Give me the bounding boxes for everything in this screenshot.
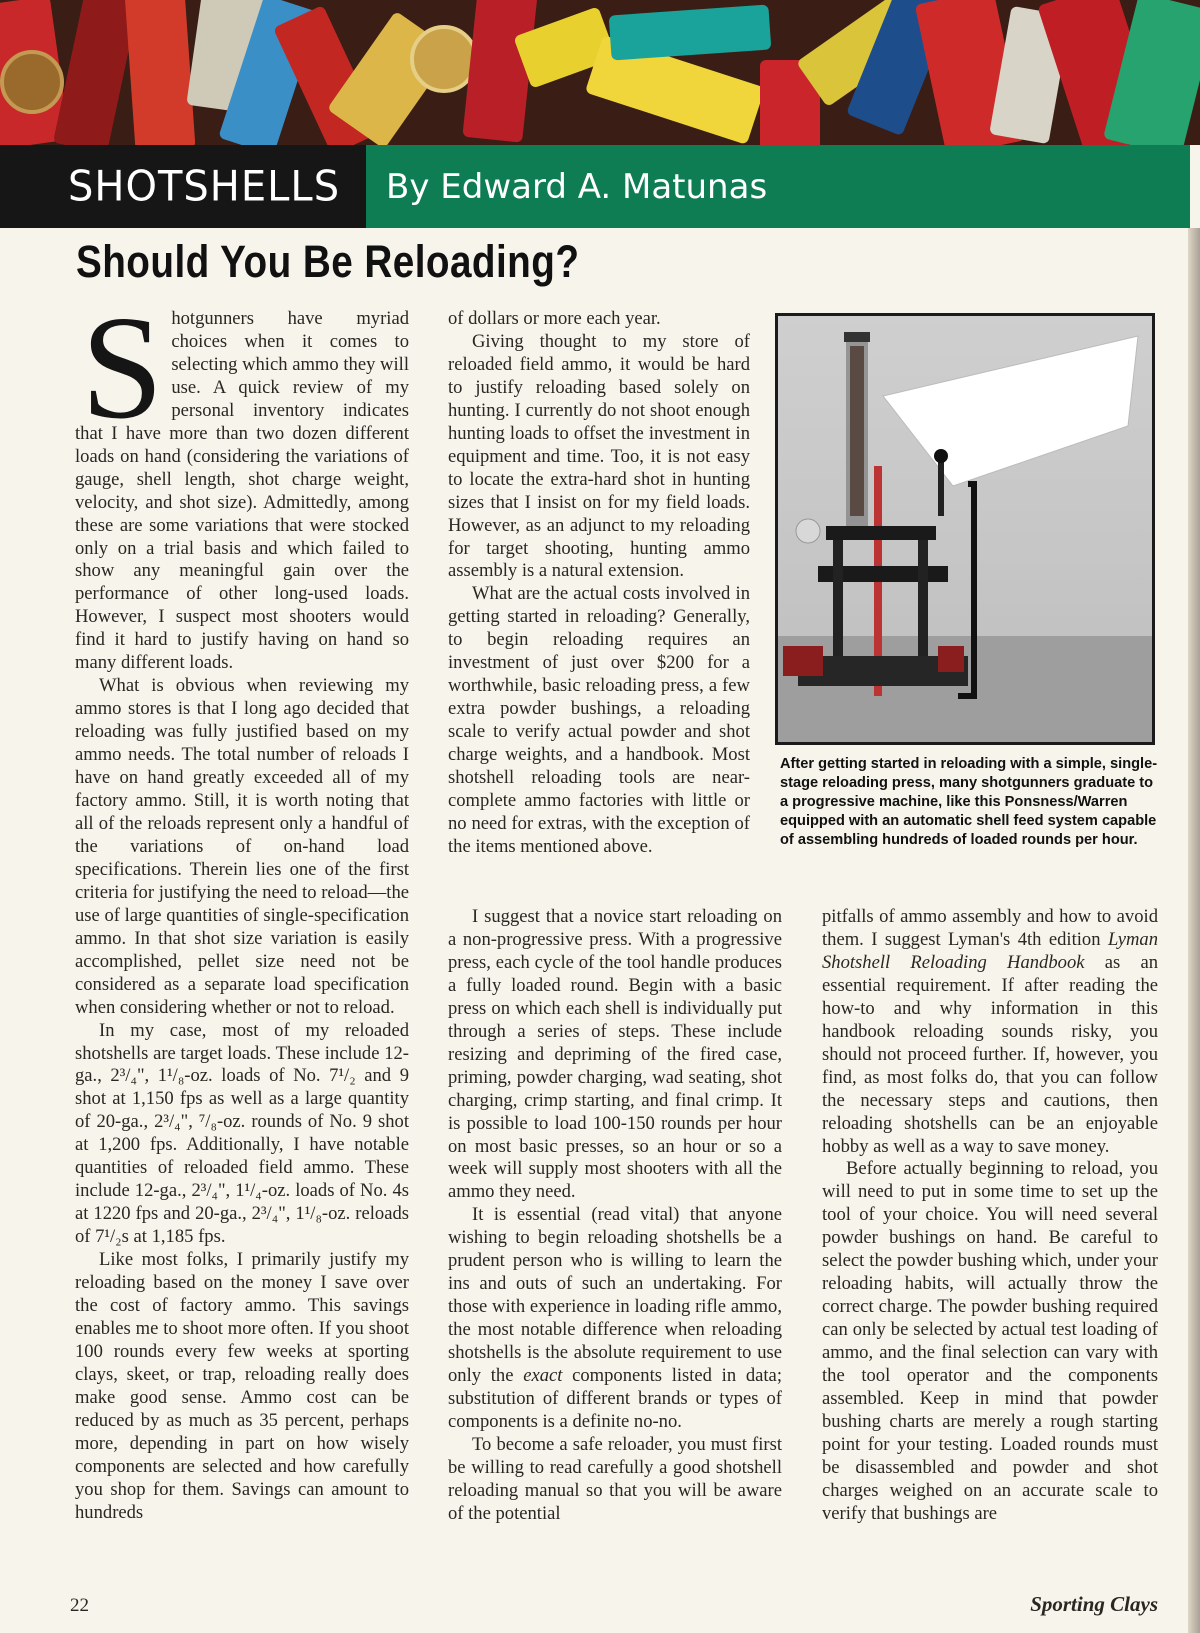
paragraph: What are the actual costs involved in getting started in reloading? Generally, to begin reloading requires an investment of just over $200 for a worthwhile, basic reloading press, a few extra powder bushings, a reloading scale to verify actual powder and shot charge weights, and a handbook. Most shotshell reloading tools are near-complete ammo factories with little or no need for extras, with the exception of the items mentioned above. <box>448 583 750 857</box>
column-1 <box>75 286 409 1525</box>
paragraph: I suggest that a novice start reloading on a non-progressive press. With a progressive press, each cycle of the tool handle produces a fully loaded round. Begin with a basic press on which each shell is individually put through a series of steps. These include resizing and depriming of the fired case, priming, powder charging, wad seating, shot charging, crimp starting, and final crimp. It is possible to load 100-150 rounds per hour on most basic presses, so an hour or so a week will supply most shooters with all the ammo they need. <box>448 906 782 1203</box>
column-2-top <box>448 308 750 859</box>
article-headline: Should You Be Reloading? <box>76 236 580 287</box>
page-number: 22 <box>70 1595 89 1616</box>
paragraph <box>448 1204 782 1434</box>
paragraph: In my case, most of my reloaded shotshells are target loads. These include 12-ga., 2³/₄", 1¹/₈-oz. loads of No. 7¹/₂ and 9 shot at 1,150 fps as well as a large quantity of 20-ga., 2³/₄", ⁷/₈-oz. rounds of No. 9 shot at 1,200 fps. Additionally, I have notable quantities of reloaded field ammo. These include 12-ga., 2³/₄", 1¹/₄-oz. loads of No. 4s at 1220 fps and 20-ga., 2³/₄", 1¹/₈-oz. reloads of 7¹/₂s at 1,185 fps. <box>75 1019 409 1248</box>
paragraph-text: It is essential (read vital) that anyone wishing to begin reloading shotshells be a prudent person who is willing to learn the ins and outs of such an undertaking. For those with experience in loading rifle ammo, the most notable difference when reloading shotshells is the absolute requirement to use only the <box>448 1204 782 1387</box>
paragraph <box>822 906 1158 1158</box>
column-2-bottom <box>448 906 782 1526</box>
photo-caption: After getting started in reloading with a simple, single-stage reloading press, many shotgunners graduate to a progressive machine, like this Ponsness/Warren equipped with an automatic shell feed system capable of assembling hundreds of loaded rounds per hour. <box>780 756 1158 848</box>
emphasis-text: exact <box>523 1365 563 1387</box>
section-header-bar <box>0 145 1190 228</box>
section-name: SHOTSHELLS <box>68 162 341 211</box>
paragraph <box>75 286 409 675</box>
paragraph-text: hotgunners have myriad choices when it comes to selecting which ammo they will use. A quick review of my personal inventory indicates that I have more than two dozen different loads on hand (considering the variations of gauge, shell length, shot charge weight, velocity, and shot size). Admittedly, among these are some variations that were stocked only on a trial basis and which failed to show any meaningful gain over the performance of other long-used loads. However, I suspect most shooters would find it hard to justify having on hand so many different loads. <box>75 308 409 674</box>
book-title: Lyman Shotshell Reloading Handbook <box>822 928 1158 973</box>
byline: By Edward A. Matunas <box>386 166 768 207</box>
drop-cap: S <box>81 286 164 450</box>
magazine-name: Sporting Clays <box>1030 1592 1158 1616</box>
section-label-box <box>0 145 366 228</box>
paragraph: To become a safe reloader, you must first be willing to read carefully a good shotshell reloading manual so that you will be aware of the potential <box>448 1433 782 1524</box>
reloading-press-photo <box>775 313 1155 745</box>
paragraph-text: pitfalls of ammo assembly and how to avoid them. I suggest Lyman's 4th edition <box>822 906 1158 950</box>
paragraph: of dollars or more each year. <box>448 308 661 329</box>
paragraph: Before actually beginning to reload, you will need to put in some time to set up the tool of your choice. You will need several powder bushings on hand. Be careful to select the powder bushing which, under your reloading habits, will actually throw the correct charge. The powder bushing required can only be selected by actual test loading of ammo, and the final selection can vary with the tool operator and the components assembled. Keep in mind that powder bushing charts are merely a rough starting point for your testing. Loaded rounds must be disassembled and powder and shot charges weighed on an accurate scale to verify that bushings are <box>822 1158 1158 1524</box>
paragraph: Giving thought to my store of reloaded field ammo, it would be hard to justify reloading based solely on hunting. I currently do not shoot enough hunting loads to offset the investment in equipment and time. Too, it is not easy to locate the extra-hard shot in hunting sizes that I insist on for my field loads. However, as an adjunct to my reloading for target shooting, hunting ammo assembly is a natural extension. <box>448 330 750 582</box>
paragraph-text: components listed in data; substitution of different brands or types of components is a definite no-no. <box>448 1365 782 1432</box>
byline-box <box>366 145 1190 228</box>
column-3 <box>822 906 1158 1526</box>
page-edge <box>1188 228 1200 1633</box>
progressive-press-illustration <box>778 316 1152 742</box>
paragraph: Like most folks, I primarily justify my reloading based on the money I save over the cost of factory ammo. This savings enables me to shoot more often. If you shoot 100 rounds every few weeks at sporting clays, skeet, or trap, reloading really does make good sense. Ammo cost can be reduced by as much as 35 percent, perhaps more, depending in part on how wisely components are selected and how carefully you shop for them. Savings can amount to hundreds <box>75 1249 409 1523</box>
paragraph-text: as an essential requirement. If after reading the how-to and why information in this handbook reloading sounds risky, you should not proceed further. If, however, you find, as most folks do, that you can follow the necessary steps and cautions, then reloading shotshells can be an enjoyable hobby as well as a way to save money. <box>822 951 1158 1157</box>
paragraph: What is obvious when reviewing my ammo stores is that I long ago decided that reloading was fully justified based on my ammo needs. The total number of reloads I have on hand greatly exceeded all of my factory ammo. Still, it is worth noting that all of the reloads represent only a handful of the variations of on-hand load specifications. Therein lies one of the first criteria for justifying the need to reload—the use of large quantities of single-specification ammo. In that shot size variation is easily accomplished, pellet size need not be considered as a separate load specification when considering whether or not to reload. <box>75 675 409 1018</box>
banner-shotshells-photo <box>0 0 1200 145</box>
